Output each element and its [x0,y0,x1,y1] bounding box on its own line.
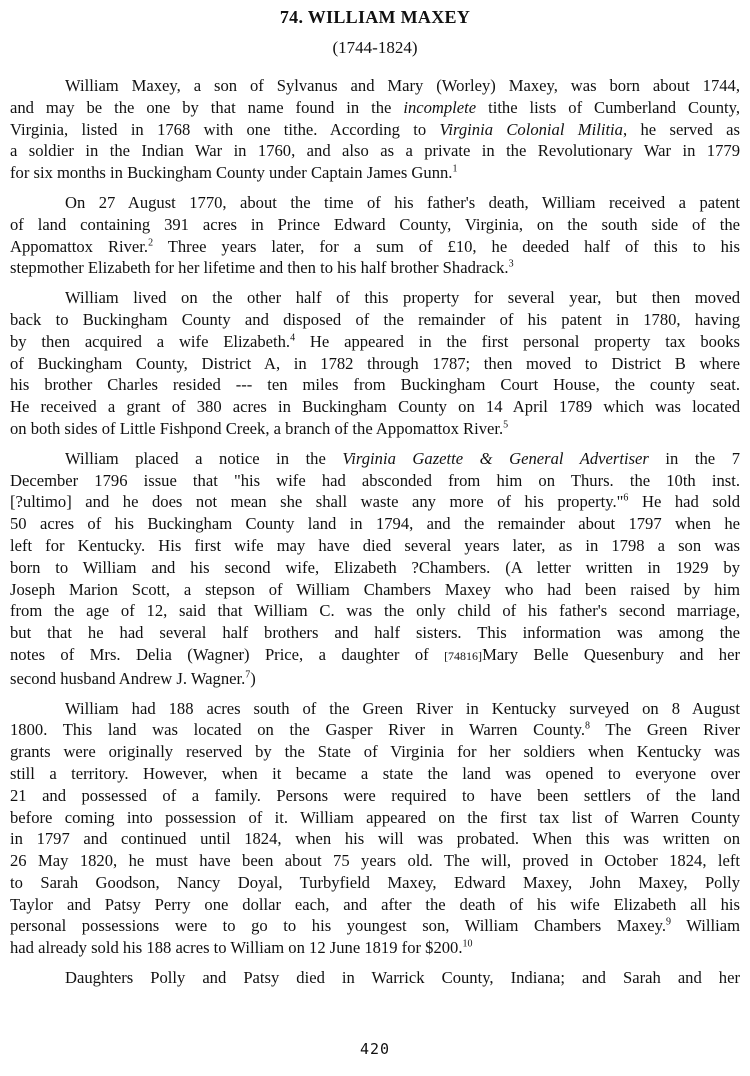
text-run: He had sold [628,492,740,512]
text-run: born to William and his second wife, Elizabeth ?Chambers. (A letter written in 1929 by [10,557,740,577]
text-run: left for Kentucky. His first wife may have died several years later, as in 1798 a son was [10,535,740,555]
text-line [10,309,740,331]
text-run: ) [250,668,256,688]
text-run: The Green River [590,720,740,740]
paragraph-4 [10,448,740,690]
text-line [10,785,740,807]
text-line [10,192,740,214]
text-line [10,236,740,258]
text-line [10,162,740,184]
text-run: Daughters Polly and Patsy died in Warrick County, Indiana; and Sarah and her [65,968,740,988]
text-line [10,557,740,579]
text-run: 50 acres of his Buckingham County land in 1794, and the remainder about 1797 when he [10,514,740,534]
text-line [10,331,740,353]
text-line [10,600,740,622]
text-run: had already sold his 188 acres to William on 12 June 1819 for $200. [10,938,463,958]
footnote-ref: 1 [452,163,458,175]
footnote-ref: 9 [666,916,671,928]
text-run: Appomattox River. [10,236,149,256]
text-run: Three years later, for a sum of £10, he deeded half of this to his [153,236,740,256]
paragraph-1 [10,75,740,184]
text-run: , he served as [622,119,740,139]
text-run: grants were originally reserved by the State of Virginia for her soldiers when Kentucky was [10,742,740,762]
footnote-ref: 5 [503,419,509,431]
text-run: second husband Andrew J. Wagner. [10,668,246,688]
text-line [10,719,740,741]
text-line [10,698,740,720]
page-number: 420 [359,1040,391,1058]
text-line [10,850,740,872]
text-line [10,828,740,850]
text-run: Joseph Marion Scott, a stepson of William Chambers Maxey who had been raised by him [10,579,740,599]
text-line [10,579,740,601]
text-run: He received a grant of 380 acres in Buckingham County on 14 April 1789 which was located [10,397,740,417]
text-run: of land containing 391 acres in Prince Edward County, Virginia, on the south side of the [10,214,740,234]
text-run: his brother Charles resided --- ten miles from Buckingham Court House, the county seat. [10,375,740,395]
footnote-ref: 4 [290,332,296,344]
text-run: a soldier in the Indian War in 1760, and also as a private in the Revolutionary War in 1779 [10,141,740,161]
text-line [10,535,740,557]
page-title: 74. WILLIAM MAXEY [279,7,471,27]
text-line [10,287,740,309]
text-line [10,75,740,97]
text-run: [?ultimo] and he does not mean she shall waste any more of his property." [10,492,624,512]
document-page [10,4,740,997]
footnote-ref: 7 [245,669,251,681]
text-run: and may be the one by that name found in the [10,97,404,117]
footnote-ref: 6 [623,492,629,504]
footnote-ref: 2 [148,237,154,249]
text-line [10,622,740,644]
text-line [10,915,740,937]
text-run: in 1797 and continued until 1824, when his will was probated. When this was written on [10,829,740,849]
text-run: December 1796 issue that "his wife had absconded from him on Thurs. the 10th inst. [10,470,740,490]
text-run: Taylor and Patsy Perry one dollar each, and after the death of his wife Elizabeth all his [10,894,740,914]
text-line [10,374,740,396]
text-run: on both sides of Little Fishpond Creek, a branch of the Appomattox River. [10,418,504,438]
text-run: but that he had several half brothers and half sisters. This information was among the [10,623,740,643]
text-line [10,448,740,470]
text-line [10,119,740,141]
text-run: William had 188 acres south of the Green River in Kentucky surveyed on 8 August [65,698,740,718]
text-line [10,644,740,668]
text-run: back to Buckingham County and disposed of the remainder of his patent in 1780, having [10,309,740,329]
italic-title: incomplete [403,97,477,117]
text-line [10,396,740,418]
text-run: Virginia, listed in 1768 with one tithe. According to [10,119,440,139]
text-line [10,491,740,513]
text-run: William Maxey, a son of Sylvanus and Mary (Worley) Maxey, was born about 1744, [65,76,740,95]
text-line [10,353,740,375]
text-line [10,214,740,236]
footnote-ref: 3 [508,258,514,270]
text-line [10,418,740,440]
text-run: from the age of 12, said that William C. was the only child of his father's second marriage, [10,601,740,621]
text-run: notes of Mrs. Delia (Wagner) Price, a daughter of [10,644,445,664]
text-line [10,140,740,162]
text-line [10,257,740,279]
reference-number: [74816] [444,648,483,663]
text-line [10,763,740,785]
text-run: of Buckingham County, District A, in 1782 through 1787; then moved to District B where [10,353,740,373]
text-line [10,894,740,916]
text-line [10,872,740,894]
italic-title: Virginia Colonial Militia [439,119,623,139]
text-run: William lived on the other half of this property for several year, but then moved [65,288,740,308]
text-run: William [671,916,740,936]
text-run: still a territory. However, when it became a state the land was opened to everyone over [10,763,740,783]
text-run: for six months in Buckingham County under Captain James Gunn. [10,163,453,183]
text-run: On 27 August 1770, about the time of his father's death, William received a patent [65,192,740,212]
life-dates: (1744-1824) [332,38,418,57]
text-run: tithe lists of Cumberland County, [476,97,740,117]
text-run: stepmother Elizabeth for her lifetime and then to his half brother Shadrack. [10,258,509,278]
text-run: in the 7 [648,448,741,468]
text-line [10,668,740,690]
text-line [10,937,740,959]
text-run: personal possessions were to go to his youngest son, William Chambers Maxey. [10,916,666,936]
text-run: He appeared in the first personal property tax books [295,331,740,351]
text-line [10,470,740,492]
text-run: by then acquired a wife Elizabeth. [10,331,291,351]
text-line [10,97,740,119]
paragraph-3 [10,287,740,440]
text-line [10,741,740,763]
italic-title: Virginia Gazette & General Advertiser [342,448,649,468]
footnote-ref: 8 [585,720,591,732]
text-line [10,967,740,989]
text-run: Mary Belle Quesenbury and her [482,644,740,664]
text-run: 21 and possessed of a family. Persons were required to have been settlers of the land [10,785,740,805]
text-run: 26 May 1820, he must have been about 75 years old. The will, proved in October 1824, left [10,851,740,871]
text-run: 1800. This land was located on the Gasper River in Warren County. [10,720,586,740]
paragraph-6 [10,967,740,989]
text-run: William placed a notice in the [65,448,343,468]
text-run: to Sarah Goodson, Nancy Doyal, Turbyfield Maxey, Edward Maxey, John Maxey, Polly [10,872,740,892]
footnote-ref: 10 [462,938,473,950]
body-text [10,75,740,989]
text-line [10,513,740,535]
text-run: before coming into possession of it. William appeared on the first tax list of Warren County [10,807,740,827]
paragraph-2 [10,192,740,279]
text-line [10,807,740,829]
paragraph-5 [10,698,740,960]
